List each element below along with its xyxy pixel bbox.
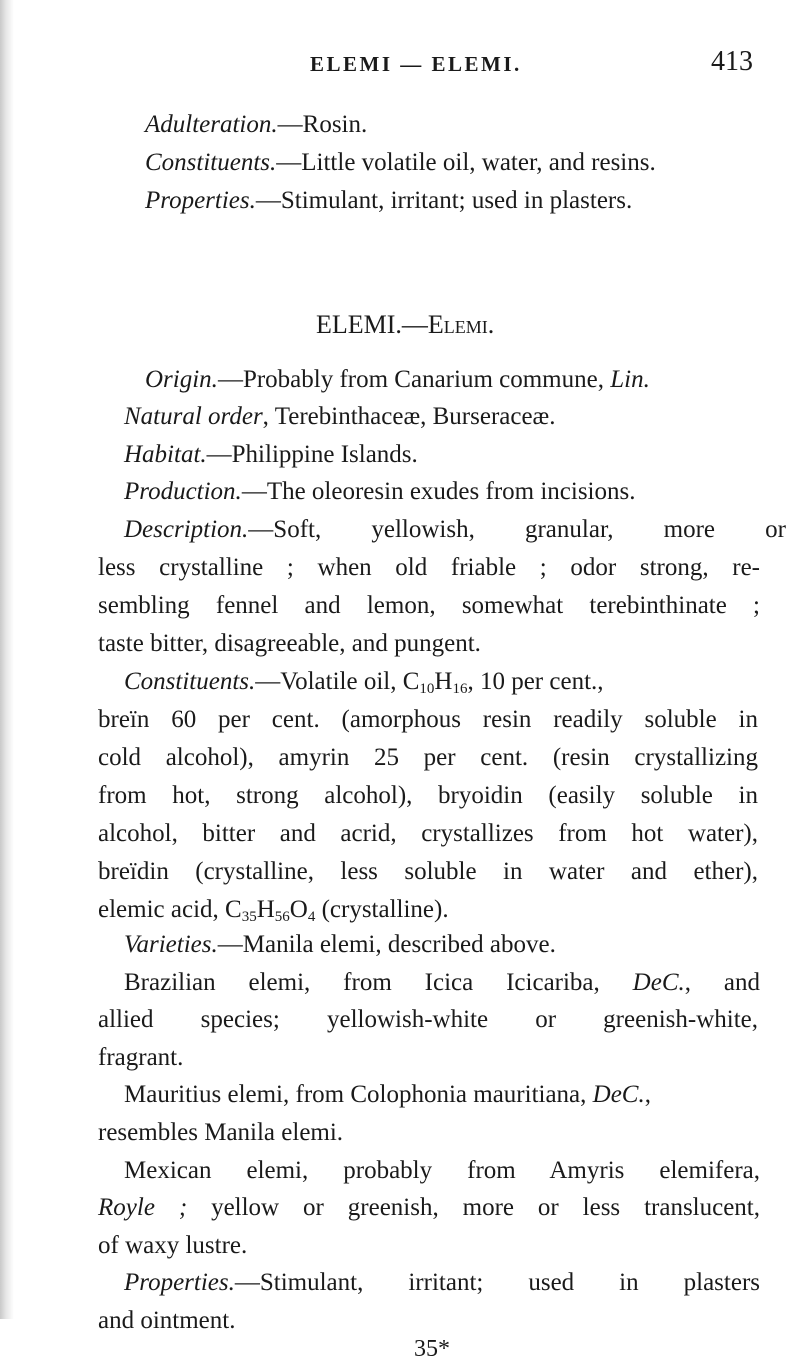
formula-subscript: 10 [419,681,435,697]
description-text-1: —Soft, yellowish, granular, more or [248,516,786,543]
prev-properties-text: —Stimulant, irritant; used in plasters. [255,187,633,214]
prev-constituents-label: Constituents. [145,149,277,176]
origin-label: Origin. [145,366,218,393]
prev-properties-label: Properties. [145,187,256,214]
varieties-line [124,930,556,960]
page-number: 413 [711,46,753,77]
brazilian-line-1 [124,968,760,998]
mexican-line-1: Mexican elemi, probably from Amyris elemifera, [124,1156,760,1184]
description-line-3: sembling fennel and lemon, somewhat terebinthinate ; [98,592,760,619]
varieties-label: Varieties. [124,931,218,958]
description-line-4: taste bitter, disagreeable, and pungent. [98,630,481,657]
origin-line [145,365,650,395]
constituents-line-7 [98,895,449,925]
constituents-text-7c: O [289,896,308,923]
mexican-text-2: yellow or greenish, more or less translucent, [187,1194,761,1222]
properties-label: Properties. [124,1269,235,1297]
adulteration-line [145,110,367,140]
brazilian-author: DeC. [632,968,685,996]
properties-text-1: —Stimulant, irritant; used in plasters [234,1269,760,1297]
mexican-line-3: of waxy lustre. [98,1231,248,1259]
habitat-line [124,440,418,470]
adulteration-text: —Rosin. [277,111,368,138]
natural-order-line [124,402,555,432]
brazilian-line-3: fragrant. [98,1043,184,1071]
entry-title-small-caps: Elemi. [427,310,495,339]
signature-mark: 35* [414,1335,450,1362]
constituents-text-7d: (crystalline). [315,896,449,923]
habitat-label: Habitat. [124,441,207,468]
mexican-author: Royle ; [98,1194,188,1222]
entry-title [316,310,494,340]
prev-properties-line [145,186,632,216]
formula-subscript: 16 [452,681,468,697]
properties-line-1 [124,1268,760,1298]
constituents-line-6: breïdin (crystalline, less soluble in water and ether), [98,858,758,885]
brazilian-text-1b: , and [684,968,760,996]
habitat-text: —Philippine Islands. [206,441,418,468]
production-label: Production. [124,478,242,505]
entry-title-main: ELEMI. [316,310,402,339]
entry-title-separator: — [401,310,428,339]
constituents-line-5: alcohol, bitter and acrid, crystallizes from hot water), [98,820,758,847]
mexican-line-2 [98,1193,760,1223]
mauritius-line-1 [124,1080,651,1110]
origin-author: Lin. [610,366,650,393]
formula-subscript: 56 [274,909,290,925]
constituents-text-7b: H [256,896,275,923]
description-line-1 [124,515,786,545]
mauritius-text-1a: Mauritius elemi, from Colophonia mauritiana, [124,1081,593,1109]
origin-text: —Probably from Canarium commune, [217,366,611,393]
constituents-label: Constituents. [124,668,256,695]
production-line [124,477,635,507]
varieties-text: —Manila elemi, described above. [217,931,556,958]
constituents-line-1 [124,667,604,697]
prev-constituents-line [145,148,656,178]
prev-constituents-text: —Little volatile oil, water, and resins. [276,149,656,176]
adulteration-label: Adulteration. [145,111,278,138]
mauritius-author: DeC. [592,1081,645,1109]
constituents-text-7a: elemic acid, C [98,896,242,923]
production-text: —The oleoresin exudes from incisions. [241,478,636,505]
constituents-line-3: cold alcohol), amyrin 25 per cent. (resin crystallizing [98,744,758,771]
constituents-text-1b: H [434,668,453,695]
page-binding-shadow [0,0,14,1319]
formula-subscript: 4 [307,909,316,925]
description-line-2: less crystalline ; when old friable ; odor strong, re- [98,554,760,581]
mauritius-text-1b: , [644,1081,651,1109]
brazilian-line-2: allied species; yellowish-white or greenish-white, [98,1006,758,1034]
constituents-text-1a: —Volatile oil, C [255,668,420,695]
constituents-text-1c: , 10 per cent., [467,668,604,695]
natural-order-text: , Terebinthaceæ, Burseraceæ. [262,403,556,430]
natural-order-label: Natural order [124,403,263,430]
description-label: Description. [124,516,249,543]
constituents-line-2: breïn 60 per cent. (amorphous resin readily soluble in [98,706,758,733]
running-title: ELEMI — ELEMI. [310,52,522,76]
brazilian-text-1a: Brazilian elemi, from Icica Icicariba, [124,968,633,996]
formula-subscript: 35 [241,909,257,925]
mauritius-line-2: resembles Manila elemi. [98,1119,344,1146]
properties-line-2: and ointment. [98,1307,236,1334]
constituents-line-4: from hot, strong alcohol), bryoidin (easily soluble in [98,782,758,809]
